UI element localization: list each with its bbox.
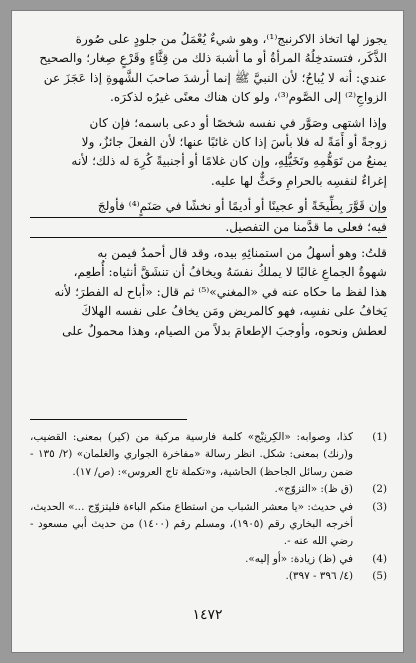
- text-line: يَخافُ على نفسِه، فهو كالمريض ومَن يخافُ على نفسه الهلاكَ: [81, 304, 387, 319]
- text-line: إغراءٌ لنفسِه بالحرامِ وحَثٌّ لها عليه.: [210, 173, 387, 188]
- footnote-number: (1): [372, 431, 387, 443]
- footnote-text: (٤/ ٣٩٦ - ٣٩٧).: [285, 570, 353, 583]
- footnote-number: (2): [372, 483, 387, 496]
- text-line: يجوز لها اتخاذ الاكرنبج⁽¹⁾، وهو شيءٌ يُعْمَلُ من جلودٍ على صُورة: [75, 32, 387, 46]
- footnote-text: (ق ظ): «التزوّج».: [274, 483, 353, 496]
- footnote-text: في (ظ) زيادة: «أو إليه».: [245, 552, 353, 565]
- footnote-text: في حديث: «يا معشر الشباب من استطاع منكم الباءة فليتزوّج ...» الحديث، أخرجه البخاري رقم (١٩٠٥)، ومسلم رقم (١٤٠٠) من حديث أبي مسعود - رضي الله عنه -.: [30, 500, 353, 548]
- text-line: يمنعُ من تَوَهُّمِهِ وتَخَيُّلِهِ، وإن كان غلامًا أو أجنبيةً كُرِهَ له ذلك؛ لأنه: [71, 154, 387, 169]
- text-line: فيه؛ فعلى ما قدَّمنا من التفصيل.: [30, 218, 387, 238]
- text-line: الذَّكَر، فتستدخِلُهُ المرأةُ أو ما أشبهَ ذلك من قِثَّاءٍ وقَرْعٍ صِغار؛ والصحيح: [39, 51, 387, 66]
- footnote-divider: [30, 419, 187, 420]
- footnotes: [30, 429, 387, 586]
- text-line: هذا لفظ ما حكاه عنه في «المغني»⁽⁵⁾ ثم قال: «أباح له الفطرَ؛ لأنه: [54, 284, 387, 299]
- text-line: وإن قَوَّرَ بِطِّيخَةً أو عجينًا أو أديمًا أو نخشًا في صَنَمٍ⁽⁴⁾ فأولجَ: [30, 197, 387, 217]
- footnote-item: [30, 568, 387, 585]
- text-line: قلتُ: وهو أسهلُ من استمنائِهِ بيده، وقد قال أحمدُ فيمن به: [97, 246, 387, 261]
- footnote-number: (5): [372, 570, 387, 583]
- footnote-item: [30, 499, 387, 551]
- footnote-text: كذا، وصوابه: «الكِرنِبْج» كلمة فارسية مركبة من (كير) بمعنى: القضيب، و(رنك) بمعنى: شكل. انظر رسالة «مفاخرة الجواري والغلمان» (٢/ ١٣٥ - ضمن رسائل الجاحظ) الحاشية، و«تكملة تاج العروس»: (ص/ ١٧).: [30, 431, 353, 478]
- text-line: عندي: أنه لا يُباحُ؛ لأن النبيَّ ﷺ إنما أرشدَ صاحبَ الشَّهوةِ إذا عَجَزَ عن: [43, 70, 387, 85]
- text-line: لعطش ونحوه، وأوجبَ الإطعامَ بدلاً من الصيام، وهذا محمولٌ على: [62, 323, 387, 338]
- footnote-number: (3): [372, 500, 387, 513]
- footnote-number: (4): [372, 552, 387, 565]
- book-page: [12, 11, 403, 652]
- text-line: الزواجِ⁽²⁾ إلى الصَّوم⁽³⁾، ولو كان هناك معنًى غيرُه لذكرَه.: [110, 90, 387, 105]
- footnote-item: [30, 481, 387, 498]
- main-text: [30, 30, 387, 341]
- footnote-item: [30, 429, 387, 481]
- text-line: وإذا اشتهى وصَوَّر في نفسه شخصًا أو دعى باسمه؛ فإن كان: [89, 115, 387, 130]
- page-number: ١٤٧٢: [192, 607, 223, 623]
- text-line: زوجةً أو أَمَةً له فلا بأسَ إذا كان غائبًا عنها؛ لأن الفعلَ جائزٌ، ولا: [81, 135, 387, 150]
- text-line: شهوةُ الجماعِ غالبًا لا يملكُ نفسَهُ ويخافُ أن تنشَقَّ أنثياه: أُطعِم،: [73, 265, 387, 280]
- footnote-item: [30, 551, 387, 568]
